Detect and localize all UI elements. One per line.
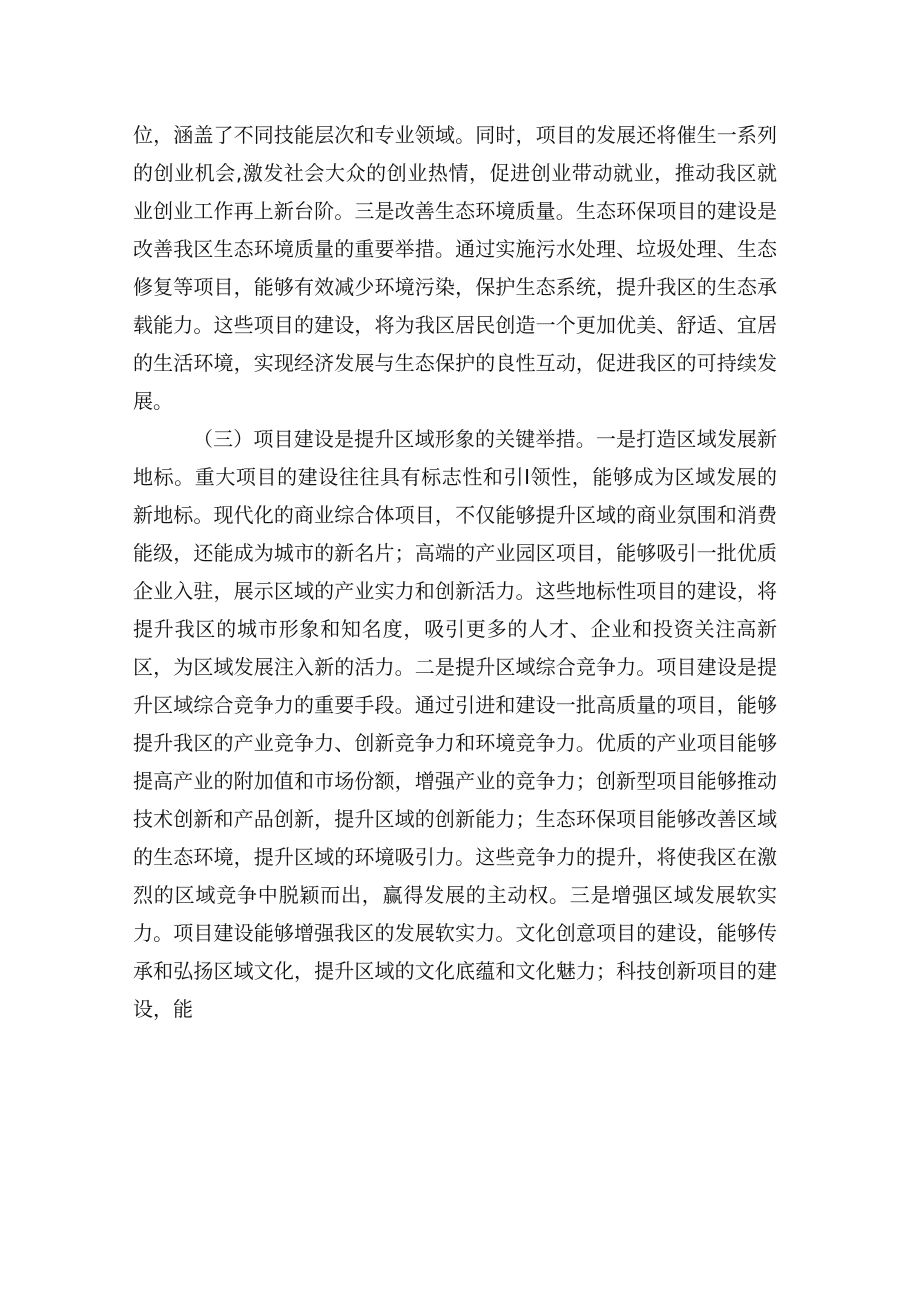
paragraph-continuation: 位，涵盖了不同技能层次和专业领域。同时，项目的发展还将催生一系列的创业机会,激发社会大众的创业热情，促进创业带动就业，推动我区就业创业工作再上新台阶。三是改善生态环境质量。生态环保项目的建设是改善我区生态环境质量的重要举措。通过实施污水处理、垃圾处理、生态修复等项目，能够有效减少环境污染，保护生态系统，提升我区的生态承载能力。这些项目的建设，将为我区居民创造一个更加优美、舒适、宜居的生活环境，实现经济发展与生态保护的良性互动，促进我区的可持续发展。	[133, 123, 777, 413]
body-text	[133, 116, 777, 1028]
paragraph-section-three: （三）项目建设是提升区域形象的关键举措。一是打造区域发展新地标。重大项目的建设往往具有标志性和引I领性，能够成为区域发展的新地标。现代化的商业综合体项目，不仅能够提升区域的商业氛围和消费能级，还能成为城市的新名片；高端的产业园区项目，能够吸引一批优质企业入驻，展示区域的产业实力和创新活力。这些地标性项目的建设，将提升我区的城市形象和知名度，吸引更多的人才、企业和投资关注高新区，为区域发展注入新的活力。二是提升区域综合竞争力。项目建设是提升区域综合竞争力的重要手段。通过引进和建设一批高质量的项目，能够提升我区的产业竞争力、创新竞争力和环境竞争力。优质的产业项目能够提高产业的附加值和市场份额，增强产业的竞争力；创新型项目能够推动技术创新和产品创新，提升区域的创新能力；生态环保项目能够改善区域的生态环境，提升区域的环境吸引力。这些竞争力的提升，将使我区在激烈的区域竞争中脱颖而出，赢得发展的主动权。三是增强区域发展软实力。项目建设能够增强我区的发展软实力。文化创意项目的建设，能够传承和弘扬区域文化，提升区域的文化底蕴和文化魅力；科技创新项目的建设，能	[133, 427, 777, 1021]
